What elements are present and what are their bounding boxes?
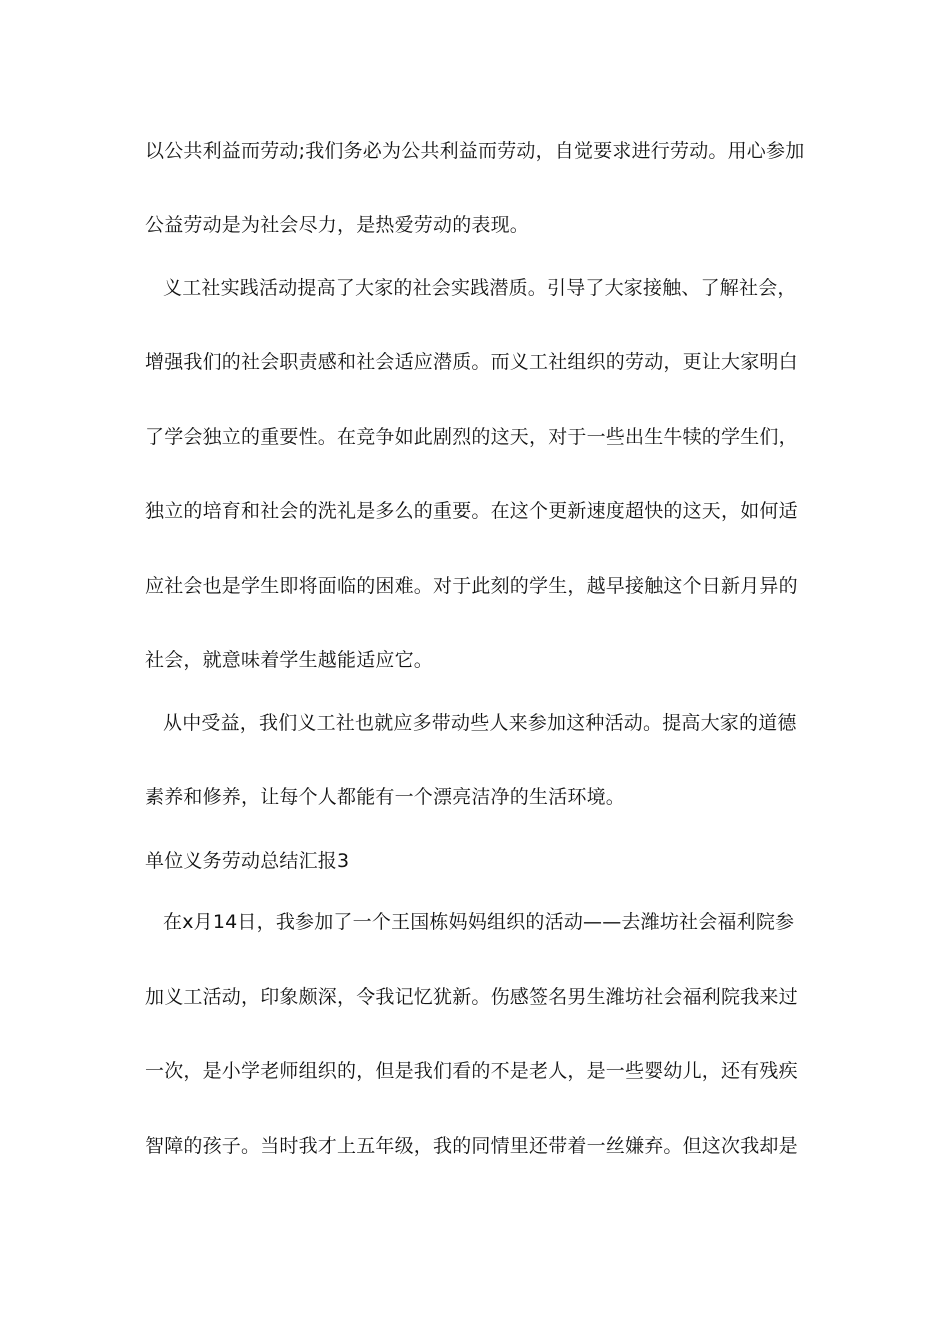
paragraph-line: 在x月14日，我参加了一个王国栋妈妈组织的活动——去潍坊社会福利院参 bbox=[163, 911, 795, 933]
paragraph-line: 以公共利益而劳动;我们务必为公共利益而劳动，自觉要求进行劳动。用心参加 bbox=[145, 140, 805, 162]
paragraph-line: 从中受益，我们义工社也就应多带动些人来参加这种活动。提高大家的道德 bbox=[163, 712, 797, 734]
paragraph-line: 社会，就意味着学生越能适应它。 bbox=[145, 649, 434, 671]
paragraph-line: 独立的培育和社会的洗礼是多么的重要。在这个更新速度超快的这天，如何适 bbox=[145, 500, 798, 522]
paragraph-line: 素养和修养，让每个人都能有一个漂亮洁净的生活环境。 bbox=[145, 786, 626, 808]
paragraph-line: 应社会也是学生即将面临的困难。对于此刻的学生，越早接触这个日新月异的 bbox=[145, 575, 798, 597]
paragraph-line: 加义工活动，印象颇深，令我记忆犹新。伤感签名男生潍坊社会福利院我来过 bbox=[145, 986, 798, 1008]
paragraph-line: 公益劳动是为社会尽力，是热爱劳动的表现。 bbox=[145, 214, 530, 236]
paragraph-line: 了学会独立的重要性。在竞争如此剧烈的这天，对于一些出生牛犊的学生们， bbox=[145, 426, 798, 448]
paragraph-line: 智障的孩子。当时我才上五年级，我的同情里还带着一丝嫌弃。但这次我却是 bbox=[145, 1135, 798, 1157]
paragraph-line: 义工社实践活动提高了大家的社会实践潜质。引导了大家接触、了解社会， bbox=[163, 277, 797, 299]
paragraph-line: 增强我们的社会职责感和社会适应潜质。而义工社组织的劳动，更让大家明白 bbox=[145, 351, 798, 373]
section-heading: 单位义务劳动总结汇报3 bbox=[145, 850, 350, 872]
paragraph-line: 一次，是小学老师组织的，但是我们看的不是老人，是一些婴幼儿，还有残疾 bbox=[145, 1060, 798, 1082]
